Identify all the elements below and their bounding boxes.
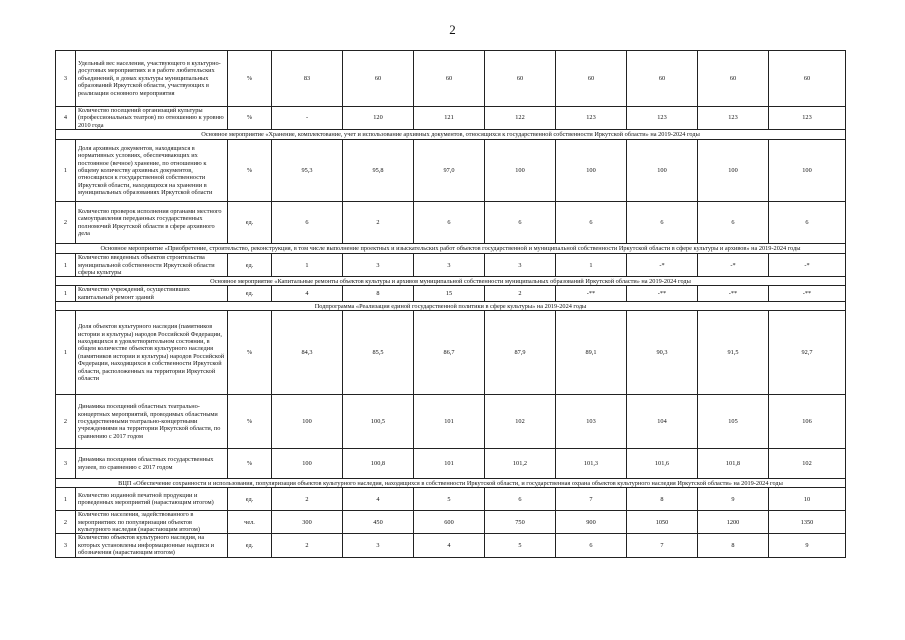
- value-cell: 6: [556, 534, 627, 557]
- value-cell: 123: [769, 107, 846, 130]
- value-cell: 84,3: [272, 311, 343, 395]
- value-cell: 120: [343, 107, 414, 130]
- value-cell: 3: [343, 534, 414, 557]
- value-cell: 4: [343, 488, 414, 511]
- value-cell: 101: [414, 395, 485, 449]
- row-number: 2: [56, 511, 76, 534]
- value-cell: 3: [414, 254, 485, 277]
- value-cell: -*: [769, 254, 846, 277]
- value-cell: 101,6: [627, 449, 698, 479]
- value-cell: 121: [414, 107, 485, 130]
- table-body: [56, 51, 846, 558]
- section-title: ВЦП «Обеспечение сохранности и использования, популяризация объектов культурного наследия, находящихся в собственности Иркутской области, и государственная охрана объектов культурного наследия Иркутской области» на 2019-2024 годы: [56, 479, 846, 488]
- value-cell: 101,3: [556, 449, 627, 479]
- row-number: 2: [56, 395, 76, 449]
- value-cell: 102: [485, 395, 556, 449]
- value-cell: 2: [485, 286, 556, 302]
- value-cell: 60: [485, 51, 556, 107]
- table-row: [56, 286, 846, 302]
- value-cell: 100: [556, 140, 627, 202]
- value-cell: 750: [485, 511, 556, 534]
- value-cell: 101: [414, 449, 485, 479]
- value-cell: 100: [698, 140, 769, 202]
- unit-cell: %: [228, 311, 272, 395]
- value-cell: 60: [698, 51, 769, 107]
- value-cell: -: [272, 107, 343, 130]
- row-number: 1: [56, 311, 76, 395]
- unit-cell: %: [228, 107, 272, 130]
- value-cell: 6: [485, 202, 556, 244]
- value-cell: 123: [698, 107, 769, 130]
- indicator-name: Количество населения, задействованного в мероприятиях по популяризации объектов культурного наследия (нарастающим итогом): [76, 511, 228, 534]
- value-cell: 83: [272, 51, 343, 107]
- value-cell: 450: [343, 511, 414, 534]
- section-header-row: [56, 277, 846, 286]
- indicator-name: Динамика посещений областных театрально-концертных мероприятий, проводимых областными государственными театрально-концертными учреждениями на территории Иркутской области, по сравнению с 2017 годом: [76, 395, 228, 449]
- value-cell: 10: [769, 488, 846, 511]
- table-row: [56, 449, 846, 479]
- row-number: 1: [56, 254, 76, 277]
- value-cell: 100: [272, 449, 343, 479]
- value-cell: 900: [556, 511, 627, 534]
- indicator-name: Количество объектов культурного наследия, на которых установлены информационные надписи и обозначения (нарастающим итогом): [76, 534, 228, 557]
- value-cell: 1: [272, 254, 343, 277]
- value-cell: 300: [272, 511, 343, 534]
- value-cell: 86,7: [414, 311, 485, 395]
- value-cell: -*: [627, 254, 698, 277]
- value-cell: -**: [698, 286, 769, 302]
- value-cell: 92,7: [769, 311, 846, 395]
- table-row: [56, 395, 846, 449]
- indicator-name: Количество учреждений, осуществивших капитальный ремонт зданий: [76, 286, 228, 302]
- value-cell: 95,8: [343, 140, 414, 202]
- table-row: [56, 311, 846, 395]
- value-cell: 100: [272, 395, 343, 449]
- value-cell: -**: [627, 286, 698, 302]
- value-cell: 15: [414, 286, 485, 302]
- section-title: Основное мероприятие «Хранение, комплектование, учет и использование архивных документов, относящихся к государственной собственности Иркутской области» на 2019-2024 годы: [56, 130, 846, 140]
- row-number: 4: [56, 107, 76, 130]
- value-cell: -**: [769, 286, 846, 302]
- indicator-name: Динамика посещения областных государственных музеев, по сравнению с 2017 годом: [76, 449, 228, 479]
- value-cell: 6: [485, 488, 556, 511]
- value-cell: 6: [414, 202, 485, 244]
- unit-cell: ед.: [228, 202, 272, 244]
- value-cell: 3: [343, 254, 414, 277]
- section-header-row: [56, 479, 846, 488]
- value-cell: 7: [627, 534, 698, 557]
- value-cell: 8: [698, 534, 769, 557]
- section-title: Основное мероприятие «Капитальные ремонты объектов культуры и архивов муниципальной собственности муниципальных образований Иркутской области» на 2019-2024 годы: [56, 277, 846, 286]
- table-row: [56, 107, 846, 130]
- value-cell: 100: [769, 140, 846, 202]
- value-cell: 85,5: [343, 311, 414, 395]
- row-number: 1: [56, 488, 76, 511]
- value-cell: 60: [556, 51, 627, 107]
- value-cell: 4: [272, 286, 343, 302]
- value-cell: 90,3: [627, 311, 698, 395]
- value-cell: 60: [414, 51, 485, 107]
- value-cell: 123: [627, 107, 698, 130]
- value-cell: 122: [485, 107, 556, 130]
- value-cell: 8: [343, 286, 414, 302]
- table-row: [56, 140, 846, 202]
- section-header-row: [56, 302, 846, 311]
- value-cell: 60: [627, 51, 698, 107]
- value-cell: -**: [556, 286, 627, 302]
- value-cell: 100,8: [343, 449, 414, 479]
- value-cell: 60: [343, 51, 414, 107]
- section-title: Подпрограмма «Реализация единой государственной политики в сфере культуры» на 2019-2024 годы: [56, 302, 846, 311]
- unit-cell: %: [228, 140, 272, 202]
- value-cell: 600: [414, 511, 485, 534]
- value-cell: 101,8: [698, 449, 769, 479]
- table-row: [56, 511, 846, 534]
- table-row: [56, 534, 846, 557]
- row-number: 1: [56, 286, 76, 302]
- row-number: 3: [56, 534, 76, 557]
- unit-cell: %: [228, 395, 272, 449]
- indicator-name: Доля архивных документов, находящихся в нормативных условиях, обеспечивающих их постоянное (вечное) хранение, по отношению к общему количеству архивных документов, относящихся к государственной собственности Иркутской области, находящихся на хранении в муниципальных образованиях Иркутской области: [76, 140, 228, 202]
- value-cell: 89,1: [556, 311, 627, 395]
- value-cell: 3: [485, 254, 556, 277]
- unit-cell: чел.: [228, 511, 272, 534]
- value-cell: 9: [769, 534, 846, 557]
- value-cell: 123: [556, 107, 627, 130]
- unit-cell: ед.: [228, 488, 272, 511]
- section-header-row: [56, 130, 846, 140]
- value-cell: 1200: [698, 511, 769, 534]
- row-number: 3: [56, 449, 76, 479]
- value-cell: 5: [485, 534, 556, 557]
- indicator-name: Количество введенных объектов строительства муниципальной собственности Иркутской области сферы культуры: [76, 254, 228, 277]
- value-cell: 6: [627, 202, 698, 244]
- value-cell: 103: [556, 395, 627, 449]
- table-row: [56, 488, 846, 511]
- table-row: [56, 51, 846, 107]
- value-cell: 6: [272, 202, 343, 244]
- unit-cell: ед.: [228, 534, 272, 557]
- indicator-name: Количество посещений организаций культуры (профессиональных театров) по отношению к уровню 2010 года: [76, 107, 228, 130]
- value-cell: 100: [485, 140, 556, 202]
- value-cell: 91,5: [698, 311, 769, 395]
- unit-cell: ед.: [228, 254, 272, 277]
- section-header-row: [56, 244, 846, 254]
- unit-cell: %: [228, 449, 272, 479]
- value-cell: 97,0: [414, 140, 485, 202]
- table-row: [56, 202, 846, 244]
- value-cell: 2: [343, 202, 414, 244]
- value-cell: 7: [556, 488, 627, 511]
- value-cell: 5: [414, 488, 485, 511]
- row-number: 3: [56, 51, 76, 107]
- value-cell: 6: [556, 202, 627, 244]
- indicators-table: [55, 50, 846, 558]
- value-cell: 1050: [627, 511, 698, 534]
- value-cell: 102: [769, 449, 846, 479]
- value-cell: 104: [627, 395, 698, 449]
- value-cell: 2: [272, 488, 343, 511]
- value-cell: -*: [698, 254, 769, 277]
- value-cell: 9: [698, 488, 769, 511]
- unit-cell: %: [228, 51, 272, 107]
- section-title: Основное мероприятие «Приобретение, строительство, реконструкция, в том числе выполнение проектных и изыскательских работ объектов государственной и муниципальной собственности Иркутской области в сфере культуры и архивов» на 2019-2024 годы: [56, 244, 846, 254]
- indicator-name: Количество изданной печатной продукции и проведенных мероприятий (нарастающим итогом): [76, 488, 228, 511]
- indicator-name: Количество проверок исполнения органами местного самоуправления переданных государственных полномочий Иркутской области в сфере архивного дела: [76, 202, 228, 244]
- indicator-name: Доля объектов культурного наследия (памятников истории и культуры) народов Российской Федерации, находящихся в удовлетворительном состоянии, в общем количестве объектов культурного наследия (памятников истории и культуры) народов Российской Федерации, находящихся в собственности Иркутской области, расположенных на территории Иркутской области: [76, 311, 228, 395]
- value-cell: 60: [769, 51, 846, 107]
- row-number: 2: [56, 202, 76, 244]
- value-cell: 100: [627, 140, 698, 202]
- indicator-name: Удельный вес населения, участвующего в культурно-досуговых мероприятиях и в работе любительских объединений, в домах культуры муниципальных образований Иркутской области, участвующих в реализации основного мероприятия: [76, 51, 228, 107]
- value-cell: 106: [769, 395, 846, 449]
- value-cell: 2: [272, 534, 343, 557]
- page-number: 2: [449, 22, 456, 37]
- value-cell: 8: [627, 488, 698, 511]
- value-cell: 4: [414, 534, 485, 557]
- value-cell: 1350: [769, 511, 846, 534]
- value-cell: 87,9: [485, 311, 556, 395]
- table-row: [56, 254, 846, 277]
- value-cell: 100,5: [343, 395, 414, 449]
- unit-cell: ед.: [228, 286, 272, 302]
- value-cell: 101,2: [485, 449, 556, 479]
- row-number: 1: [56, 140, 76, 202]
- value-cell: 6: [769, 202, 846, 244]
- value-cell: 105: [698, 395, 769, 449]
- value-cell: 95,3: [272, 140, 343, 202]
- value-cell: 1: [556, 254, 627, 277]
- value-cell: 6: [698, 202, 769, 244]
